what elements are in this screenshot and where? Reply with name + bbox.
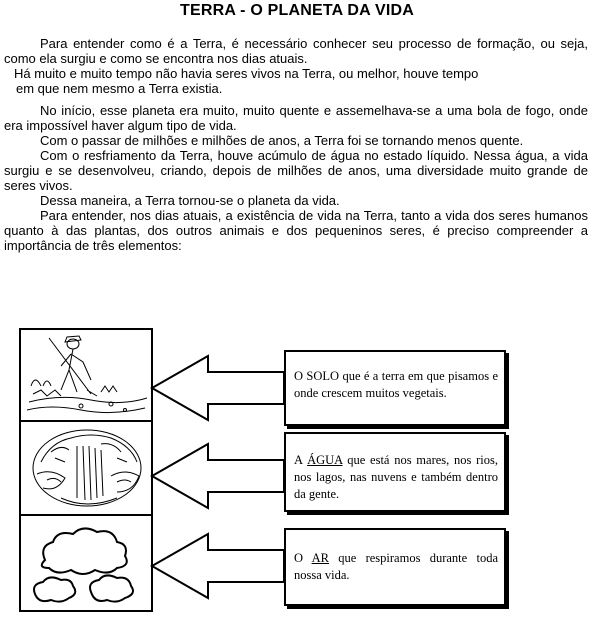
paragraph-long-ago: Há muito e muito tempo não havia seres vivos na Terra, ou melhor, houve tempo — [14, 66, 479, 81]
soil-description: que é a terra em que pisamos e onde crescem muitos vegetais. — [294, 369, 498, 400]
water-keyword: ÁGUA — [307, 453, 343, 467]
arrow-left-icon — [148, 438, 290, 514]
soil-description-box — [284, 350, 506, 426]
farmer-plowing-illustration — [21, 330, 151, 422]
arrow-left-icon — [148, 350, 290, 426]
paragraph-long-ago-cont: em que nem mesmo a Terra existia. — [16, 81, 223, 96]
air-description-box — [284, 528, 506, 606]
waterfall-illustration — [21, 422, 151, 514]
water-description-box — [284, 432, 506, 512]
water-description: que está nos mares, nos rios, nos lagos, nas nuvens e também dentro da gente. — [294, 453, 498, 501]
paragraph-water: Com o resfriamento da Terra, houve acúmulo de água no estado líquido. Nessa água, a vida surgiu e se desenvolveu, criando, depois de milhões de anos, uma diversidade muito grande de seres vivos. — [4, 148, 588, 193]
air-keyword: AR — [311, 551, 329, 565]
paragraph-beginning: No início, esse planeta era muito, muito quente e assemelhava-se a uma bola de fogo, onde era impossível haver algum tipo de vida. — [4, 103, 588, 133]
air-picture-panel — [19, 514, 153, 612]
arrow-left-icon — [148, 528, 290, 604]
paragraph-formation: Para entender como é a Terra, é necessário conhecer seu processo de formação, ou seja, como ela surgiu e como se encontra nos dias atuais. — [4, 36, 588, 66]
soil-picture-panel — [19, 328, 153, 424]
paragraph-cooling: Com o passar de milhões e milhões de anos, a Terra foi se tornando menos quente. — [40, 133, 524, 148]
air-prefix: O — [294, 551, 312, 565]
clouds-illustration — [21, 516, 151, 610]
air-description: que respiramos durante toda nossa vida. — [294, 551, 498, 582]
paragraph-planet-of-life: Dessa maneira, a Terra tornou-se o planeta da vida. — [40, 193, 340, 208]
water-prefix: A — [294, 453, 308, 467]
paragraph-three-elements: Para entender, nos dias atuais, a existência de vida na Terra, tanto a vida dos seres humanos quanto à das plantas, dos outros animais e dos pequeninos seres, é preciso compreender a importância de três elementos: — [4, 208, 588, 253]
body-text — [4, 36, 588, 253]
water-picture-panel — [19, 420, 153, 516]
page-title: TERRA - O PLANETA DA VIDA — [179, 2, 415, 19]
soil-keyword: O SOLO — [294, 369, 340, 383]
